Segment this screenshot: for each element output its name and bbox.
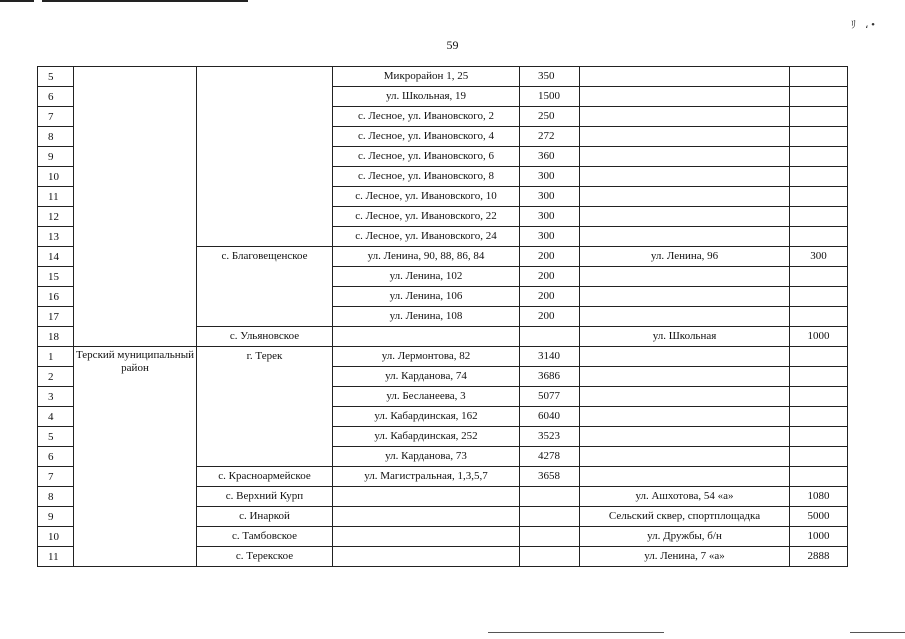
planned-address-cell: ул. Ленина, 96 [580, 247, 790, 267]
area-cell: 350 [520, 67, 580, 87]
planned-address-cell [580, 127, 790, 147]
row-number: 13 [38, 227, 74, 247]
corner-marks: ﾘ ، • [850, 19, 875, 31]
settlement-cell: с. Верхний Курп [197, 487, 333, 507]
row-number: 14 [38, 247, 74, 267]
address-cell [333, 487, 520, 507]
address-cell: ул. Карданова, 74 [333, 367, 520, 387]
settlement-cell: с. Ульяновское [197, 327, 333, 347]
area-cell: 200 [520, 247, 580, 267]
row-number: 11 [38, 547, 74, 567]
planned-area-cell: 2888 [790, 547, 848, 567]
address-cell: с. Лесное, ул. Ивановского, 24 [333, 227, 520, 247]
district-cell: Терский муниципальный район [74, 347, 197, 567]
planned-address-cell [580, 207, 790, 227]
planned-address-cell: ул. Ленина, 7 «а» [580, 547, 790, 567]
planned-area-cell [790, 387, 848, 407]
area-cell: 3523 [520, 427, 580, 447]
area-cell: 250 [520, 107, 580, 127]
row-number: 12 [38, 207, 74, 227]
planned-area-cell [790, 67, 848, 87]
planned-area-cell: 1000 [790, 327, 848, 347]
address-cell: с. Лесное, ул. Ивановского, 10 [333, 187, 520, 207]
address-cell: ул. Ленина, 106 [333, 287, 520, 307]
planned-address-cell [580, 427, 790, 447]
area-cell: 300 [520, 187, 580, 207]
area-cell: 5077 [520, 387, 580, 407]
row-number: 10 [38, 527, 74, 547]
row-number: 17 [38, 307, 74, 327]
planned-area-cell: 5000 [790, 507, 848, 527]
planned-area-cell [790, 447, 848, 467]
row-number: 8 [38, 487, 74, 507]
settlement-cell: с. Тамбовское [197, 527, 333, 547]
planned-area-cell [790, 367, 848, 387]
row-number: 15 [38, 267, 74, 287]
planned-area-cell [790, 467, 848, 487]
address-cell: ул. Ленина, 108 [333, 307, 520, 327]
row-number: 11 [38, 187, 74, 207]
planned-address-cell [580, 267, 790, 287]
area-cell: 3140 [520, 347, 580, 367]
row-number: 9 [38, 147, 74, 167]
bottom-rule [850, 632, 905, 633]
address-cell: ул. Лермонтова, 82 [333, 347, 520, 367]
area-cell [520, 507, 580, 527]
planned-address-cell [580, 87, 790, 107]
address-cell: с. Лесное, ул. Ивановского, 2 [333, 107, 520, 127]
address-cell: Микрорайон 1, 25 [333, 67, 520, 87]
row-number: 8 [38, 127, 74, 147]
district-cell [74, 67, 197, 347]
area-cell [520, 487, 580, 507]
address-cell: с. Лесное, ул. Ивановского, 8 [333, 167, 520, 187]
area-cell: 1500 [520, 87, 580, 107]
planned-address-cell [580, 447, 790, 467]
row-number: 9 [38, 507, 74, 527]
planned-area-cell [790, 207, 848, 227]
planned-address-cell [580, 287, 790, 307]
planned-area-cell: 300 [790, 247, 848, 267]
planned-address-cell: Сельский сквер, спортплощадка [580, 507, 790, 527]
row-number: 2 [38, 367, 74, 387]
address-cell [333, 547, 520, 567]
row-number: 5 [38, 427, 74, 447]
planned-area-cell [790, 267, 848, 287]
planned-address-cell: ул. Дружбы, б/н [580, 527, 790, 547]
planned-address-cell [580, 307, 790, 327]
area-cell: 300 [520, 227, 580, 247]
area-cell: 4278 [520, 447, 580, 467]
address-cell: ул. Кабардинская, 252 [333, 427, 520, 447]
planned-address-cell [580, 167, 790, 187]
settlement-cell: г. Терек [197, 347, 333, 467]
planned-area-cell [790, 87, 848, 107]
area-cell [520, 547, 580, 567]
area-cell: 300 [520, 207, 580, 227]
row-number: 5 [38, 67, 74, 87]
row-number: 7 [38, 467, 74, 487]
row-number: 3 [38, 387, 74, 407]
planned-address-cell [580, 67, 790, 87]
planned-address-cell [580, 347, 790, 367]
address-cell: с. Лесное, ул. Ивановского, 22 [333, 207, 520, 227]
settlement-cell: с. Терекское [197, 547, 333, 567]
address-cell: ул. Кабардинская, 162 [333, 407, 520, 427]
address-cell: ул. Ленина, 90, 88, 86, 84 [333, 247, 520, 267]
area-cell: 272 [520, 127, 580, 147]
area-cell: 300 [520, 167, 580, 187]
address-cell [333, 527, 520, 547]
address-cell: ул. Бесланеева, 3 [333, 387, 520, 407]
planned-area-cell [790, 407, 848, 427]
settlement-cell: с. Инаркой [197, 507, 333, 527]
area-cell: 360 [520, 147, 580, 167]
settlement-cell [197, 67, 333, 247]
planned-area-cell [790, 347, 848, 367]
planned-address-cell [580, 367, 790, 387]
planned-area-cell: 1080 [790, 487, 848, 507]
planned-address-cell [580, 147, 790, 167]
planned-area-cell [790, 227, 848, 247]
planned-address-cell [580, 467, 790, 487]
address-cell: ул. Школьная, 19 [333, 87, 520, 107]
area-cell [520, 527, 580, 547]
planned-address-cell [580, 227, 790, 247]
planned-area-cell [790, 287, 848, 307]
row-number: 7 [38, 107, 74, 127]
planned-area-cell [790, 147, 848, 167]
planned-area-cell [790, 107, 848, 127]
row-number: 6 [38, 447, 74, 467]
planned-area-cell [790, 307, 848, 327]
address-cell: ул. Карданова, 73 [333, 447, 520, 467]
address-cell: с. Лесное, ул. Ивановского, 4 [333, 127, 520, 147]
row-number: 10 [38, 167, 74, 187]
top-edge-rule [0, 0, 34, 2]
planned-area-cell [790, 427, 848, 447]
planned-area-cell [790, 187, 848, 207]
bottom-rule [488, 632, 664, 633]
planned-address-cell [580, 107, 790, 127]
planned-area-cell: 1000 [790, 527, 848, 547]
table-row [38, 67, 848, 87]
planned-address-cell [580, 387, 790, 407]
address-cell: с. Лесное, ул. Ивановского, 6 [333, 147, 520, 167]
address-cell: ул. Магистральная, 1,3,5,7 [333, 467, 520, 487]
territories-table [37, 66, 848, 567]
area-cell: 3686 [520, 367, 580, 387]
settlement-cell: с. Красноармейское [197, 467, 333, 487]
area-cell [520, 327, 580, 347]
row-number: 6 [38, 87, 74, 107]
planned-area-cell [790, 127, 848, 147]
planned-address-cell [580, 187, 790, 207]
planned-address-cell [580, 407, 790, 427]
address-cell [333, 327, 520, 347]
row-number: 1 [38, 347, 74, 367]
planned-address-cell: ул. Школьная [580, 327, 790, 347]
address-cell: ул. Ленина, 102 [333, 267, 520, 287]
area-cell: 6040 [520, 407, 580, 427]
area-cell: 3658 [520, 467, 580, 487]
area-cell: 200 [520, 307, 580, 327]
table-row [38, 347, 848, 367]
top-edge-rule [42, 0, 248, 2]
address-cell [333, 507, 520, 527]
planned-area-cell [790, 167, 848, 187]
area-cell: 200 [520, 287, 580, 307]
page-number: 59 [446, 38, 459, 52]
row-number: 4 [38, 407, 74, 427]
settlement-cell: с. Благовещенское [197, 247, 333, 327]
area-cell: 200 [520, 267, 580, 287]
row-number: 18 [38, 327, 74, 347]
row-number: 16 [38, 287, 74, 307]
planned-address-cell: ул. Ашхотова, 54 «а» [580, 487, 790, 507]
